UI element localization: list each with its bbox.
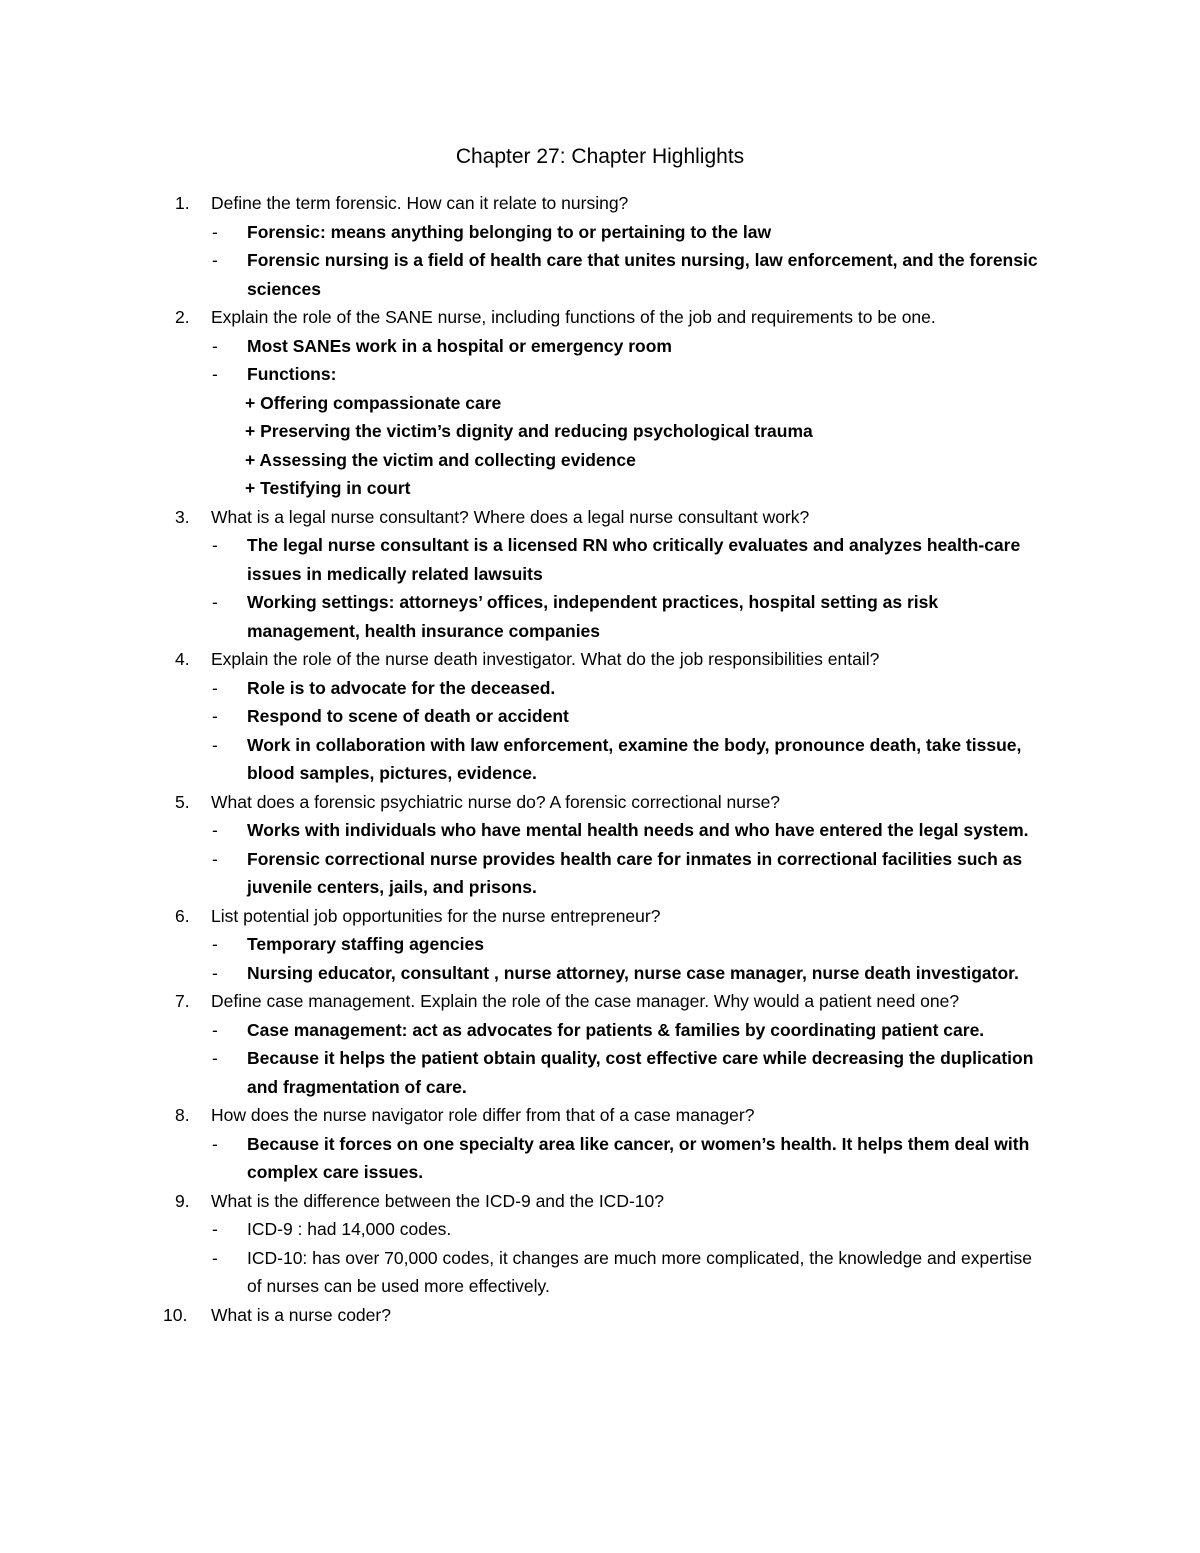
question-number: 9. [175, 1190, 190, 1211]
question-number: 1. [175, 193, 190, 213]
dash-bullet: - [212, 848, 218, 869]
function-item: + Assessing the victim and collecting evidence [245, 449, 636, 470]
question-item [0, 189, 1200, 303]
answer-item [0, 674, 1200, 703]
question-list [0, 189, 1200, 1329]
question-number: 8. [175, 1105, 190, 1125]
answer-item [0, 360, 1200, 389]
answer-text: Nursing educator, consultant , nurse attorney, nurse case manager, nurse death investigator. [247, 962, 1019, 983]
dash-bullet: - [212, 734, 218, 755]
answer-list [0, 674, 1200, 788]
dash-bullet: - [212, 592, 218, 612]
dash-bullet: - [212, 335, 218, 356]
answer-item [0, 588, 1200, 645]
question-text: What is the difference between the ICD-9 and the ICD-10? [211, 1190, 664, 1211]
answer-list [0, 930, 1200, 987]
answer-text: Functions: [247, 364, 337, 384]
dash-bullet: - [212, 1133, 218, 1154]
question-text: Explain the role of the nurse death investigator. What do the job responsibilities entail? [211, 649, 880, 669]
dash-bullet: - [212, 962, 218, 983]
question-item [0, 1187, 1200, 1301]
question-item [0, 303, 1200, 503]
answer-text: ICD-9 : had 14,000 codes. [247, 1219, 452, 1239]
dash-bullet: - [212, 934, 218, 954]
answer-text: Because it helps the patient obtain quality, cost effective care while decreasing the duplication and fragmentation of care. [247, 1048, 1034, 1097]
answer-item [0, 930, 1200, 959]
question-item [0, 788, 1200, 902]
answer-list [0, 218, 1200, 304]
answer-text: Work in collaboration with law enforcement, examine the body, pronounce death, take tissue, blood samples, pictures, evidence. [247, 734, 1022, 783]
answer-text: The legal nurse consultant is a licensed RN who critically evaluates and analyzes health-care issues in medically related lawsuits [247, 535, 1021, 584]
answer-item [0, 218, 1200, 247]
dash-bullet: - [212, 820, 218, 840]
question-text: What does a forensic psychiatric nurse do? A forensic correctional nurse? [211, 791, 781, 812]
answer-item [0, 332, 1200, 361]
question-number: 10. [163, 1304, 188, 1325]
question-item [0, 503, 1200, 646]
answer-list [0, 531, 1200, 645]
answer-text: Forensic nursing is a field of health care that unites nursing, law enforcement, and the forensic sciences [247, 250, 1038, 299]
page-title: Chapter 27: Chapter Highlights [455, 145, 745, 168]
answer-list [0, 1215, 1200, 1301]
answer-text: Forensic correctional nurse provides health care for inmates in correctional facilities such as juvenile centers, jails, and prisons. [247, 848, 1023, 897]
answer-item [0, 731, 1200, 788]
answer-item [0, 816, 1200, 845]
dash-bullet: - [212, 706, 218, 726]
answer-item [0, 845, 1200, 902]
dash-bullet: - [212, 250, 218, 270]
answer-list [0, 816, 1200, 902]
answer-item [0, 1215, 1200, 1244]
question-number: 5. [175, 791, 190, 812]
answer-list [0, 1130, 1200, 1187]
answer-item [0, 246, 1200, 303]
answer-text: Forensic: means anything belonging to or pertaining to the law [247, 221, 772, 242]
function-item: + Offering compassionate care [245, 392, 502, 413]
answer-item [0, 1044, 1200, 1101]
question-text: Define the term forensic. How can it relate to nursing? [211, 193, 629, 213]
question-text: What is a nurse coder? [211, 1304, 391, 1325]
answer-text: Role is to advocate for the deceased. [247, 677, 556, 698]
dash-bullet: - [212, 677, 218, 698]
question-text: How does the nurse navigator role differ from that of a case manager? [211, 1105, 755, 1125]
dash-bullet: - [212, 221, 218, 242]
answer-text: Temporary staffing agencies [247, 934, 484, 954]
answer-item [0, 531, 1200, 588]
answer-text: Because it forces on one specialty area like cancer, or women’s health. It helps them deal with complex care issues. [247, 1133, 1030, 1182]
answer-item [0, 1130, 1200, 1187]
question-text: What is a legal nurse consultant? Where does a legal nurse consultant work? [211, 506, 810, 527]
dash-bullet: - [212, 1019, 218, 1040]
dash-bullet: - [212, 1048, 218, 1068]
question-text: Explain the role of the SANE nurse, including functions of the job and requirements to be one. [211, 307, 936, 327]
answer-list [0, 332, 1200, 389]
question-text: Define case management. Explain the role of the case manager. Why would a patient need one? [211, 991, 960, 1011]
question-number: 4. [175, 649, 190, 669]
question-item [0, 645, 1200, 788]
question-number: 7. [175, 991, 190, 1011]
dash-bullet: - [212, 364, 218, 384]
dash-bullet: - [212, 535, 218, 555]
question-item [0, 1301, 1200, 1330]
answer-text: Works with individuals who have mental health needs and who have entered the legal system. [247, 820, 1029, 840]
question-item [0, 902, 1200, 988]
answer-item [0, 959, 1200, 988]
question-item [0, 1101, 1200, 1187]
answer-item [0, 702, 1200, 731]
dash-bullet: - [212, 1219, 218, 1239]
answer-text: Most SANEs work in a hospital or emergency room [247, 335, 672, 356]
dash-bullet: - [212, 1247, 218, 1268]
question-number: 3. [175, 506, 190, 527]
function-item: + Preserving the victim’s dignity and reducing psychological trauma [245, 421, 813, 441]
question-number: 6. [175, 905, 190, 926]
answer-text: Respond to scene of death or accident [247, 706, 569, 726]
question-text: List potential job opportunities for the nurse entrepreneur? [211, 905, 661, 926]
function-item: + Testifying in court [245, 478, 411, 498]
answer-text: ICD-10: has over 70,000 codes, it changes are much more complicated, the knowledge and expertise of nurses can be used more effectively. [247, 1247, 1033, 1296]
answer-list [0, 1016, 1200, 1102]
answer-item [0, 1244, 1200, 1301]
answer-text: Case management: act as advocates for patients & families by coordinating patient care. [247, 1019, 985, 1040]
answer-text: Working settings: attorneys’ offices, independent practices, hospital setting as risk management, health insurance companies [247, 592, 939, 641]
answer-item [0, 1016, 1200, 1045]
question-number: 2. [175, 307, 190, 327]
question-item [0, 987, 1200, 1101]
